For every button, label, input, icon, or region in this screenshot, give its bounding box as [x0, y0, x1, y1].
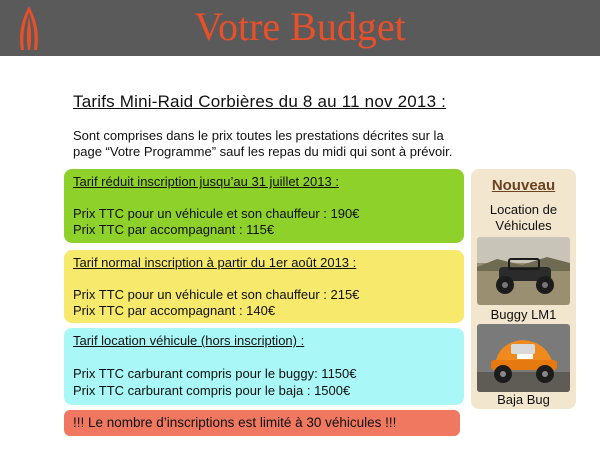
normal-rate-companion-price: Prix TTC par accompagnant : 140€: [73, 303, 276, 318]
reduced-rate-companion-price: Prix TTC par accompagnant : 115€: [73, 222, 275, 237]
buggy-photo: [477, 237, 570, 305]
intro-line-2: page “Votre Programme” sauf les repas du midi qui sont à prévoir.: [73, 144, 453, 159]
normal-rate-driver-price: Prix TTC pour un véhicule et son chauffeur : 215€: [73, 287, 360, 302]
limit-warning-banner: !!! Le nombre d’inscriptions est limité à 30 véhicules !!!: [64, 410, 460, 436]
sidebar-subtitle-line-2: Véhicules: [495, 218, 552, 233]
sidebar-title: Nouveau: [491, 177, 556, 194]
baja-bug-photo: [477, 324, 570, 392]
rental-rate-box: [64, 328, 464, 405]
normal-rate-box: [64, 250, 464, 323]
buggy-caption: Buggy LM1: [490, 307, 557, 322]
new-rental-sidebar: [471, 169, 576, 409]
baja-bug-caption: Baja Bug: [497, 392, 550, 407]
intro-line-1: Sont comprises dans le prix toutes les prestations décrites sur la: [73, 128, 444, 143]
rental-baja-price: Prix TTC carburant compris pour le baja : 1500€: [73, 383, 351, 398]
reduced-rate-driver-price: Prix TTC pour un véhicule et son chauffeur : 190€: [73, 206, 360, 221]
reduced-rate-heading: Tarif réduit inscription jusqu’au 31 juillet 2013 :: [73, 174, 339, 189]
rental-rate-heading: Tarif location véhicule (hors inscription) :: [73, 333, 305, 348]
rental-buggy-price: Prix TTC carburant compris pour le buggy: 1150€: [73, 366, 357, 381]
tariffs-title: Tarifs Mini-Raid Corbières du 8 au 11 nov 2013 :: [73, 92, 447, 111]
header-bar: [0, 0, 600, 56]
reduced-rate-box: [64, 169, 464, 243]
page-header-title: Votre Budget: [194, 4, 406, 49]
normal-rate-heading: Tarif normal inscription à partir du 1er août 2013 :: [73, 255, 357, 270]
sidebar-subtitle-line-1: Location de: [489, 202, 558, 217]
intro-text: [73, 128, 513, 160]
